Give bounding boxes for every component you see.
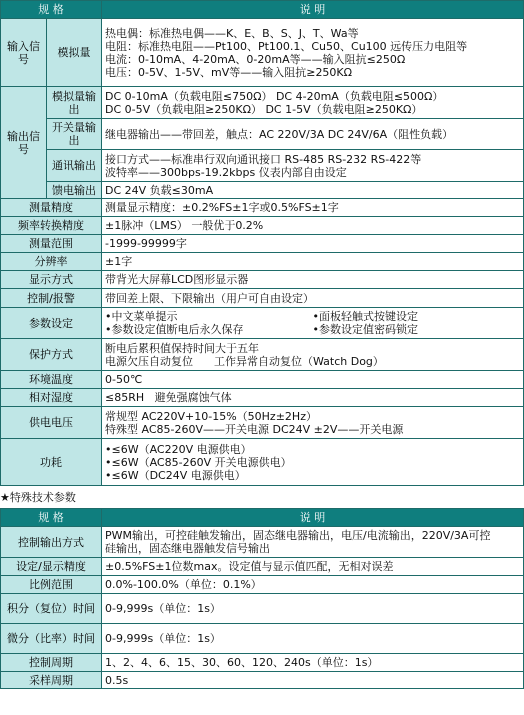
table-row <box>1 182 524 199</box>
switch-output-value: 继电器输出——带回差，触点：AC 220V/3A DC 24V/6A（阻性负载） <box>102 119 524 150</box>
table-row <box>1 339 524 371</box>
section-title: ★特殊技术参数 <box>0 491 76 504</box>
row-value: 带背光大屏幕LCD图形显示器 <box>102 271 524 289</box>
row-label: 微分（比率）时间 <box>1 624 102 654</box>
table-row <box>1 253 524 271</box>
power-label: 供电电压 <box>1 407 102 439</box>
row-label: 比例范围 <box>1 576 102 594</box>
row-label: 频率转换精度 <box>1 217 102 235</box>
feed-output-label: 馈电输出 <box>47 182 102 199</box>
row-value: 0-50℃ <box>102 371 524 389</box>
table-row <box>1 119 524 150</box>
analog-output-values: DC 0-10mA（负载电阻≤750Ω） DC 4-20mA（负载电阻≤500Ω） DC 0-5V（负载电阻≥250KΩ） DC 1-5V（负载电阻≥250KΩ） <box>102 87 524 119</box>
consumption-label: 功耗 <box>1 439 102 486</box>
table-row <box>1 672 524 689</box>
row-value: 0.0%-100.0%（单位：0.1%） <box>102 576 524 594</box>
row-value: ±1字 <box>102 253 524 271</box>
row-label: 积分（复位）时间 <box>1 594 102 624</box>
table-row <box>1 217 524 235</box>
comm-output-label: 通讯输出 <box>47 150 102 182</box>
header-spec: 规 格 <box>1 509 102 527</box>
row-value: 0-9,999s（单位：1s） <box>102 594 524 624</box>
comm-output-values: 接口方式——标准串行双向通讯接口 RS-485 RS-232 RS-422等 波特率——300bps-19.2kbps 仪表内部自由设定 <box>102 150 524 182</box>
row-value: 1、2、4、6、15、30、60、120、240s（单位：1s） <box>102 654 524 672</box>
output-signal-label: 输出信号 <box>1 87 47 199</box>
row-label: 测量范围 <box>1 235 102 253</box>
analog-label: 模拟量 <box>47 19 102 87</box>
header-description: 说 明 <box>102 1 524 19</box>
row-label: 环境温度 <box>1 371 102 389</box>
feed-output-value: DC 24V 负载≤30mA <box>102 182 524 199</box>
table-row <box>1 654 524 672</box>
table-row <box>1 576 524 594</box>
row-value: 0.5s <box>102 672 524 689</box>
table-row <box>1 439 524 486</box>
row-label: 控制周期 <box>1 654 102 672</box>
row-label: 显示方式 <box>1 271 102 289</box>
list-item: • 参数设定值密码锁定 <box>313 323 521 336</box>
table-row <box>1 624 524 654</box>
table-row <box>1 289 524 308</box>
table-row <box>1 371 524 389</box>
row-value: ±0.5%FS±1位数max。设定值与显示值匹配，无相对误差 <box>102 558 524 576</box>
row-value: 带回差上限、下限输出（用户可自由设定） <box>102 289 524 308</box>
list-item: • ≤6W（DC24V 电源供电） <box>105 469 520 482</box>
switch-output-label: 开关量输出 <box>47 119 102 150</box>
row-label: 设定/显示精度 <box>1 558 102 576</box>
table-header-row <box>1 509 524 527</box>
analog-values: 热电偶：标准热电偶——K、E、B、S、J、T、Wa等 电阻：标准热电阻——Pt100、Pt100.1、Cu50、Cu100 远传压力电阻等 电流：0-10mA、4-20mA、0-20mA等——输入阻抗≤250Ω 电压：0-5V、1-5V、mV等——输入阻抗≥250KΩ <box>102 19 524 87</box>
row-label: 相对湿度 <box>1 389 102 407</box>
protect-label: 保护方式 <box>1 339 102 371</box>
table-row <box>1 87 524 119</box>
power-values: 常规型 AC220V+10-15%（50Hz±2Hz） 特殊型 AC85-260V——开关电源 DC24V ±2V——开关电源 <box>102 407 524 439</box>
list-item: • 参数设定值断电后永久保存 <box>105 323 313 336</box>
table-header-row <box>1 1 524 19</box>
row-value: PWM输出，可控硅触发输出，固态继电器输出，电压/电流输出，220V/3A可控 硅输出，固态继电器触发信号输出 <box>102 527 524 558</box>
input-signal-label: 输入信号 <box>1 19 47 87</box>
table-row <box>1 308 524 339</box>
row-value: 0-9,999s（单位：1s） <box>102 624 524 654</box>
row-value: 测量显示精度：±0.2%FS±1字或0.5%FS±1字 <box>102 199 524 217</box>
row-value: ±1脉冲（LMS） 一般优于0.2% <box>102 217 524 235</box>
row-value: -1999-99999字 <box>102 235 524 253</box>
protect-values: 断电后累积值保持时间大于五年 电源欠压自动复位 工作异常自动复位（Watch Dog） <box>102 339 524 371</box>
params-label: 参数设定 <box>1 308 102 339</box>
table-row <box>1 594 524 624</box>
header-description: 说 明 <box>102 509 524 527</box>
params-values <box>102 308 524 339</box>
analog-output-label: 模拟量输出 <box>47 87 102 119</box>
row-label: 采样周期 <box>1 672 102 689</box>
row-label: 控制/报警 <box>1 289 102 308</box>
table-row <box>1 19 524 87</box>
list-item: • 中文菜单提示 <box>105 310 313 323</box>
row-label: 测量精度 <box>1 199 102 217</box>
table-row <box>1 199 524 217</box>
table-row <box>1 271 524 289</box>
row-value: ≤85RH 避免强腐蚀气体 <box>102 389 524 407</box>
table-row <box>1 558 524 576</box>
consumption-values <box>102 439 524 486</box>
table-row <box>1 150 524 182</box>
list-item: • 面板轻触式按键设定 <box>313 310 521 323</box>
list-item: • ≤6W（AC220V 电源供电） <box>105 443 520 456</box>
table-row <box>1 235 524 253</box>
header-spec: 规 格 <box>1 1 102 19</box>
row-label: 分辨率 <box>1 253 102 271</box>
table-row <box>1 389 524 407</box>
table-row <box>1 407 524 439</box>
table-row <box>1 527 524 558</box>
list-item: • ≤6W（AC85-260V 开关电源供电） <box>105 456 520 469</box>
row-label: 控制输出方式 <box>1 527 102 558</box>
spec-table-special <box>0 508 524 689</box>
